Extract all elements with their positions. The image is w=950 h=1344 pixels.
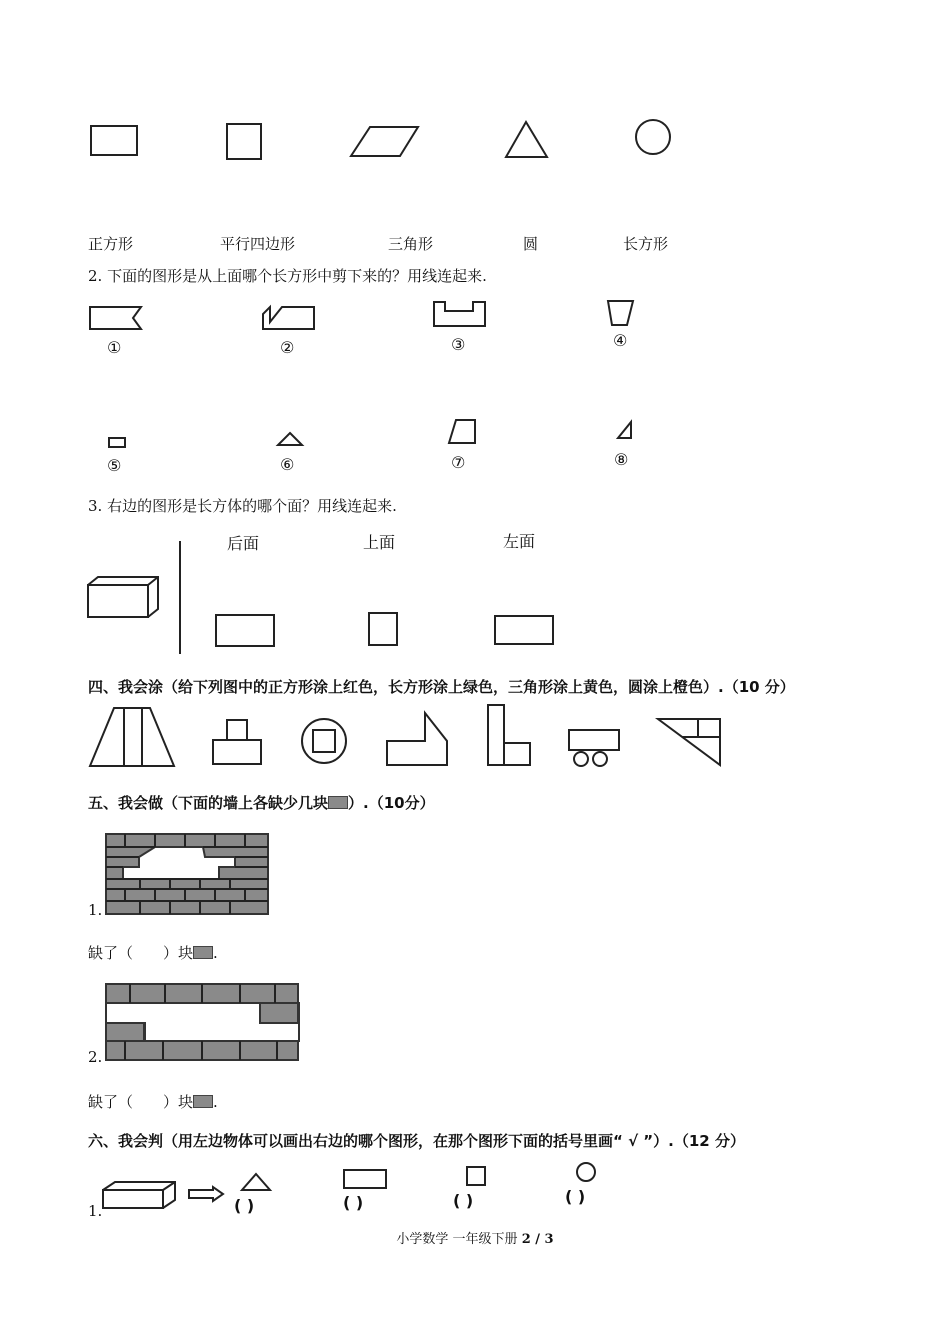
answer-paren-2[interactable]: ( ) <box>343 1193 364 1212</box>
shape-label-parallelogram: 平行四边形 <box>220 235 296 253</box>
triangle-shape <box>505 120 549 160</box>
question-6-1-number: 1. <box>88 1202 103 1220</box>
section-5-heading-pre: 五、我会做（下面的墙上各缺少几块 <box>88 794 329 812</box>
wall-2-number: 2. <box>88 1048 103 1066</box>
cut-shape-4 <box>607 300 637 328</box>
brick-icon <box>328 796 348 809</box>
answer-paren-3[interactable]: ( ) <box>453 1191 474 1210</box>
l-shape-figure <box>486 703 534 769</box>
wall-1-answer-mid: ）块 <box>163 944 194 962</box>
circled-number-1: ① <box>107 338 122 357</box>
section-4-heading: 四、我会涂（给下列图中的正方形涂上红色，长方形涂上绿色，三角形涂上黄色，圆涂上橙色）.（10 分） <box>88 678 795 696</box>
wall-2-answer-pre: 缺了（ <box>88 1093 134 1111</box>
brick-wall-1 <box>105 833 271 917</box>
cut-shape-2 <box>262 306 318 332</box>
face-rectangle-long <box>494 615 556 647</box>
shape-label-triangle: 三角形 <box>388 235 434 253</box>
circle-shape <box>634 119 674 159</box>
brick-icon <box>193 946 213 959</box>
wall-1-answer-pre: 缺了（ <box>88 944 134 962</box>
shape-label-rectangle: 长方形 <box>623 235 669 253</box>
face-label-back: 后面 <box>227 534 260 553</box>
wall-1-answer <box>88 942 218 963</box>
divider-line <box>178 540 184 656</box>
piece-small-rectangle <box>108 437 128 449</box>
cuboid <box>86 575 162 621</box>
rectangle-shape <box>90 125 140 157</box>
section-5-heading <box>88 792 435 813</box>
brick-icon <box>193 1095 213 1108</box>
cut-shape-1 <box>89 306 145 332</box>
section-5-heading-post: ）.（10分） <box>348 794 435 812</box>
piece-small-triangle <box>277 432 305 448</box>
brick-wall-2 <box>105 983 301 1063</box>
circled-number-2: ② <box>280 338 295 357</box>
circled-number-7: ⑦ <box>451 453 466 472</box>
wall-2-answer-mid: ）块 <box>163 1093 194 1111</box>
wall-2-answer-end: . <box>213 1093 218 1111</box>
flag-figure <box>385 711 451 769</box>
question-3: 3. 右边的图形是长方体的哪个面？用线连起来. <box>88 497 397 515</box>
circle-square-figure <box>300 717 350 767</box>
triangle-split-figure <box>656 717 724 769</box>
face-rectangle-wide <box>215 614 277 648</box>
circled-number-8: ⑧ <box>614 450 629 469</box>
circled-number-4: ④ <box>613 331 628 350</box>
answer-paren-1[interactable]: ( ) <box>234 1196 255 1215</box>
wall-1-answer-end: . <box>213 944 218 962</box>
wall-2-answer <box>88 1091 218 1112</box>
face-label-left: 左面 <box>503 532 536 551</box>
square-shape <box>226 123 264 161</box>
flat-box-object <box>101 1180 181 1212</box>
cart-figure <box>567 728 623 770</box>
footer-page-number: 2 / 3 <box>521 1232 554 1247</box>
piece-trapezoid <box>448 419 478 447</box>
circled-number-3: ③ <box>451 335 466 354</box>
footer-text: 小学数学 一年级下册 <box>396 1232 518 1247</box>
circled-number-5: ⑤ <box>107 456 122 475</box>
option-triangle <box>240 1172 274 1194</box>
wall-1-number: 1. <box>88 901 103 919</box>
face-rectangle-tall <box>368 612 400 648</box>
piece-right-triangle <box>617 421 635 441</box>
trapezoid-figure <box>88 706 178 770</box>
shape-label-square: 正方形 <box>88 235 134 253</box>
page-footer <box>0 1228 950 1247</box>
face-label-top: 上面 <box>363 533 396 552</box>
question-2: 2. 下面的图形是从上面哪个长方形中剪下来的？用线连起来. <box>88 267 487 285</box>
option-rectangle <box>343 1169 389 1191</box>
answer-paren-4[interactable]: ( ) <box>565 1187 586 1206</box>
arrow-icon <box>187 1186 227 1204</box>
option-square <box>466 1166 488 1188</box>
parallelogram-shape <box>350 126 420 158</box>
section-6-heading: 六、我会判（用左边物体可以画出右边的哪个图形，在那个图形下面的括号里画“ √ ”）.（12 分） <box>88 1132 745 1150</box>
circled-number-6: ⑥ <box>280 455 295 474</box>
cut-shape-3 <box>433 301 489 329</box>
house-figure <box>211 718 265 768</box>
shape-label-circle: 圆 <box>523 235 539 253</box>
option-circle <box>576 1162 598 1184</box>
